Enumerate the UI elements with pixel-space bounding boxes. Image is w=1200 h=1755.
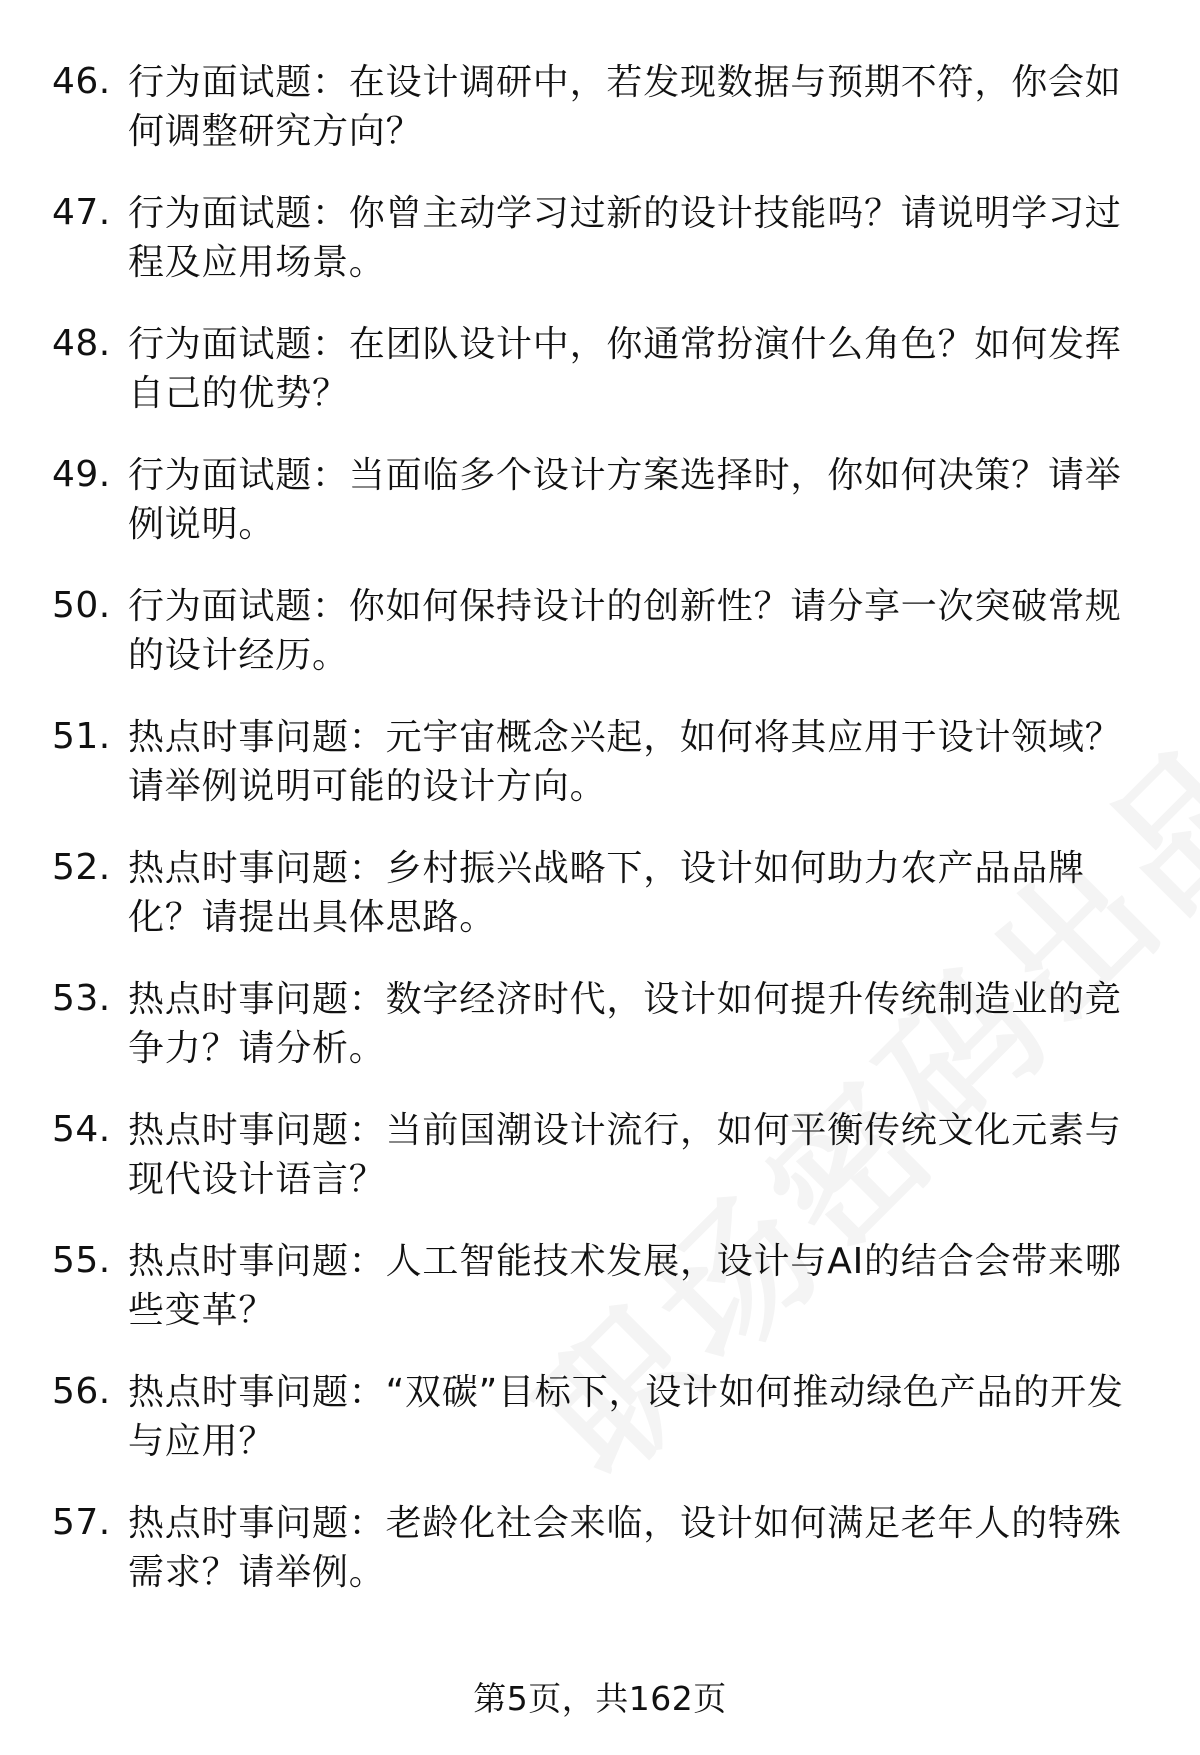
question-number: 54. <box>52 1109 111 1150</box>
question-number: 52. <box>52 847 111 888</box>
question-text: 热点时事问题：老龄化社会来临，设计如何满足老年人的特殊需求？请举例。 <box>128 1503 1122 1593</box>
question-list <box>52 58 1142 1630</box>
question-item <box>52 582 1142 713</box>
question-number: 48. <box>52 323 111 364</box>
question-item <box>52 451 1142 582</box>
question-number: 57. <box>52 1502 111 1543</box>
question-item <box>52 844 1142 975</box>
question-item <box>52 975 1142 1106</box>
question-item <box>52 713 1142 844</box>
question-item <box>52 1368 1142 1499</box>
question-item <box>52 1237 1142 1368</box>
page-footer: 第5页，共162页 <box>473 1679 727 1718</box>
question-text: 行为面试题：在设计调研中，若发现数据与预期不符，你会如何调整研究方向？ <box>128 62 1122 152</box>
question-text: 行为面试题：在团队设计中，你通常扮演什么角色？如何发挥自己的优势？ <box>128 324 1122 414</box>
question-number: 49. <box>52 454 111 495</box>
question-text: 热点时事问题：数字经济时代，设计如何提升传统制造业的竞争力？请分析。 <box>128 979 1122 1069</box>
question-number: 51. <box>52 716 111 757</box>
question-number: 46. <box>52 61 111 102</box>
question-number: 50. <box>52 585 111 626</box>
question-text: 热点时事问题：元宇宙概念兴起，如何将其应用于设计领域？请举例说明可能的设计方向。 <box>128 717 1122 807</box>
question-number: 56. <box>52 1371 111 1412</box>
question-number: 53. <box>52 978 111 1019</box>
question-number: 55. <box>52 1240 111 1281</box>
question-number: 47. <box>52 192 111 233</box>
question-item <box>52 189 1142 320</box>
question-item <box>52 58 1142 189</box>
question-text: 热点时事问题：乡村振兴战略下，设计如何助力农产品品牌化？请提出具体思路。 <box>128 848 1085 938</box>
question-text: 行为面试题：你曾主动学习过新的设计技能吗？请说明学习过程及应用场景。 <box>128 193 1122 283</box>
question-item <box>52 1106 1142 1237</box>
question-text: 热点时事问题：人工智能技术发展，设计与AI的结合会带来哪些变革？ <box>128 1241 1122 1331</box>
question-text: 热点时事问题：“双碳”目标下，设计如何推动绿色产品的开发与应用？ <box>128 1372 1124 1462</box>
question-text: 热点时事问题：当前国潮设计流行，如何平衡传统文化元素与现代设计语言？ <box>128 1110 1122 1200</box>
question-text: 行为面试题：你如何保持设计的创新性？请分享一次突破常规的设计经历。 <box>128 586 1122 676</box>
question-text: 行为面试题：当面临多个设计方案选择时，你如何决策？请举例说明。 <box>128 455 1122 545</box>
question-item <box>52 1499 1142 1630</box>
question-item <box>52 320 1142 451</box>
